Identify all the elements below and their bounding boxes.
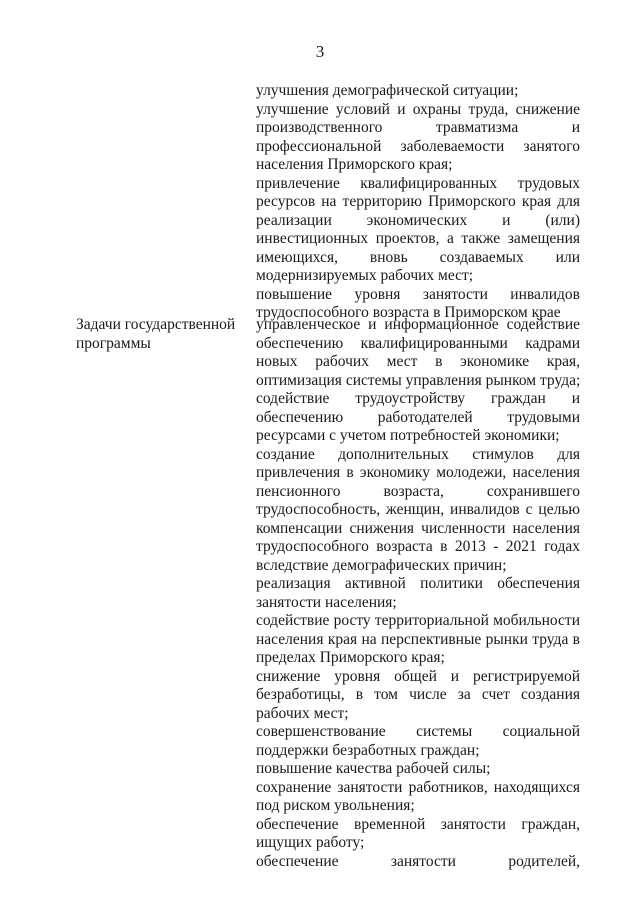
text-line: улучшения демографической ситуации;: [256, 82, 519, 99]
text-line: населения края на перспективные рынки труда в: [256, 630, 580, 648]
text-line: привлечения в экономику молодежи, населения: [256, 464, 580, 481]
text-line: под риском увольнения;: [256, 797, 415, 814]
text-line: обеспечение занятости родителей,: [256, 852, 580, 870]
text-line: привлечение квалифицированных трудовых: [256, 174, 580, 192]
tasks-text-block: [256, 316, 580, 871]
text-line: содействие трудоустройству граждан и: [256, 390, 580, 407]
tasks-label-line-2: программы: [76, 334, 151, 352]
text-line: безработицы, в том числе за счет создания: [256, 686, 580, 703]
text-line: профессиональной заболеваемости занятого: [256, 137, 580, 155]
text-line: трудоспособного возраста в Приморском крае: [256, 304, 561, 321]
text-line: улучшение условий и охраны труда, снижение: [256, 100, 580, 118]
text-line: инвестиционных проектов, а также замещения: [256, 230, 580, 247]
page-number: 3: [315, 42, 325, 61]
text-line: реализация активной политики обеспечения: [256, 575, 580, 592]
text-line: имеющихся, вновь создаваемых или: [256, 248, 580, 266]
text-line: снижение уровня общей и регистрируемой: [256, 667, 580, 685]
text-line: занятости населения;: [256, 593, 397, 611]
text-line: новых рабочих мест в экономике края,: [256, 353, 580, 370]
text-line: поддержки безработных граждан;: [256, 741, 480, 759]
text-line: пределах Приморского края;: [256, 649, 445, 666]
text-line: вследствие демографических причин;: [256, 556, 507, 574]
text-line: управленческое и информационное содействие: [256, 316, 580, 333]
text-line: компенсации снижения численности населения: [256, 519, 580, 537]
text-line: ищущих работу;: [256, 834, 365, 851]
text-line: производственного травматизма и: [256, 119, 580, 136]
text-line: модернизируемых рабочих мест;: [256, 267, 474, 284]
text-line: реализации экономических и (или): [256, 211, 580, 229]
tasks-label: [76, 316, 246, 353]
text-line: ресурсов на территорию Приморского края для: [256, 193, 580, 210]
text-line: обеспечению работодателей трудовыми: [256, 408, 580, 426]
text-line: повышение уровня занятости инвалидов: [256, 285, 580, 303]
text-line: содействие росту территориальной мобильности: [256, 612, 580, 629]
top-text-block: [256, 82, 580, 323]
text-line: трудоспособного возраста в 2013 - 2021 годах: [256, 538, 580, 555]
text-line: ресурсами с учетом потребностей экономики;: [256, 427, 560, 444]
text-line: сохранение занятости работников, находящихся: [256, 778, 580, 796]
text-line: создание дополнительных стимулов для: [256, 445, 580, 463]
tasks-label-line-1: Задачи государственной: [76, 316, 236, 333]
text-line: обеспечение временной занятости граждан,: [256, 815, 580, 833]
text-line: пенсионного возраста, сохранившего: [256, 482, 580, 500]
text-line: обеспечению квалифицированными кадрами: [256, 334, 580, 352]
text-line: оптимизация системы управления рынком труда;: [256, 371, 581, 389]
text-line: населения Приморского края;: [256, 156, 453, 173]
text-line: трудоспособность, женщин, инвалидов с целью: [256, 501, 580, 518]
text-line: рабочих мест;: [256, 704, 349, 722]
text-line: повышение качества рабочей силы;: [256, 760, 491, 777]
text-line: совершенствование системы социальной: [256, 723, 580, 740]
